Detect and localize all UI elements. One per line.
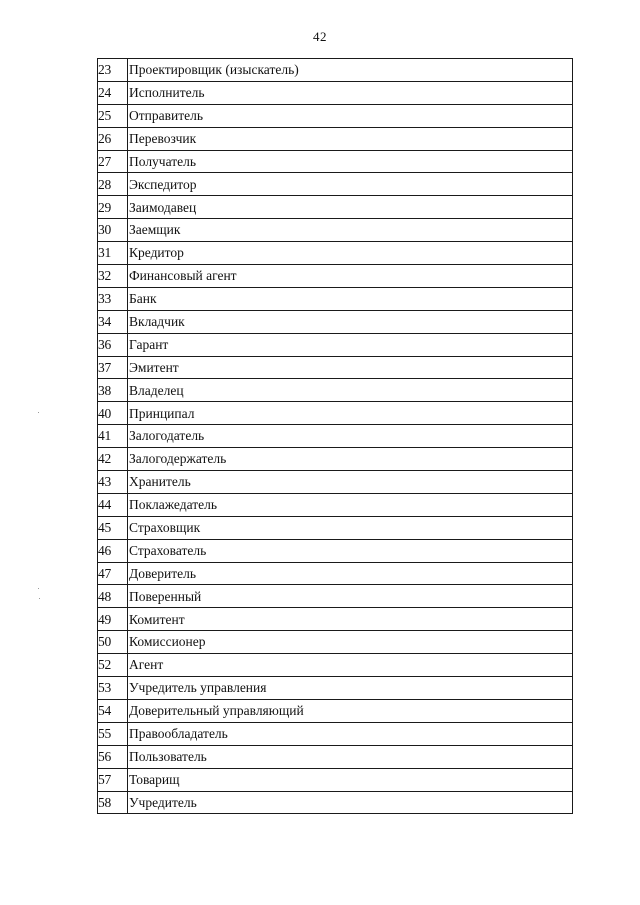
table-row [98,150,573,173]
row-code: 30 [98,219,128,242]
row-name: Поклажедатель [128,493,573,516]
row-code: 57 [98,768,128,791]
table-row [98,631,573,654]
row-code: 41 [98,425,128,448]
row-name: Экспедитор [128,173,573,196]
table-row [98,539,573,562]
row-name: Хранитель [128,471,573,494]
row-name: Залогодатель [128,425,573,448]
row-name: Страховщик [128,516,573,539]
row-code: 31 [98,242,128,265]
row-code: 48 [98,585,128,608]
table-row [98,516,573,539]
row-code: 40 [98,402,128,425]
row-name: Владелец [128,379,573,402]
table-row [98,608,573,631]
row-name: Агент [128,654,573,677]
row-name: Доверительный управляющий [128,699,573,722]
table-row [98,356,573,379]
row-code: 32 [98,265,128,288]
scan-speck [38,588,39,589]
row-code: 49 [98,608,128,631]
table-row [98,425,573,448]
row-code: 36 [98,333,128,356]
row-code: 38 [98,379,128,402]
table-row [98,287,573,310]
table-row [98,471,573,494]
row-name: Финансовый агент [128,265,573,288]
table-row [98,127,573,150]
table-row [98,196,573,219]
row-code: 47 [98,562,128,585]
scan-speck [38,412,39,413]
row-name: Правообладатель [128,722,573,745]
row-code: 24 [98,81,128,104]
row-code: 29 [98,196,128,219]
table-row [98,379,573,402]
table-row [98,242,573,265]
table-row [98,310,573,333]
row-code: 46 [98,539,128,562]
row-code: 42 [98,448,128,471]
row-name: Банк [128,287,573,310]
row-name: Кредитор [128,242,573,265]
row-code: 54 [98,699,128,722]
row-name: Залогодержатель [128,448,573,471]
row-name: Перевозчик [128,127,573,150]
table-row [98,677,573,700]
table-row [98,104,573,127]
table-row [98,768,573,791]
row-code: 52 [98,654,128,677]
row-name: Принципал [128,402,573,425]
table-row [98,402,573,425]
row-code: 26 [98,127,128,150]
table-row [98,562,573,585]
row-code: 45 [98,516,128,539]
scan-speck [39,598,40,599]
row-code: 28 [98,173,128,196]
page-number: 42 [313,29,327,44]
row-name: Гарант [128,333,573,356]
row-code: 37 [98,356,128,379]
row-name: Эмитент [128,356,573,379]
row-name: Исполнитель [128,81,573,104]
row-name: Отправитель [128,104,573,127]
table-row [98,654,573,677]
row-name: Товарищ [128,768,573,791]
row-name: Получатель [128,150,573,173]
row-name: Пользователь [128,745,573,768]
row-name: Проектировщик (изыскатель) [128,59,573,82]
table-row [98,219,573,242]
row-name: Заимодавец [128,196,573,219]
row-name: Учредитель управления [128,677,573,700]
row-code: 50 [98,631,128,654]
row-code: 53 [98,677,128,700]
row-code: 25 [98,104,128,127]
roles-table-body [98,59,573,814]
row-name: Поверенный [128,585,573,608]
table-row [98,493,573,516]
row-name: Комитент [128,608,573,631]
row-code: 58 [98,791,128,814]
table-row [98,585,573,608]
table-row [98,448,573,471]
row-code: 27 [98,150,128,173]
table-row [98,745,573,768]
row-name: Страхователь [128,539,573,562]
row-name: Доверитель [128,562,573,585]
row-code: 33 [98,287,128,310]
row-code: 43 [98,471,128,494]
row-code: 55 [98,722,128,745]
row-code: 23 [98,59,128,82]
table-row [98,791,573,814]
roles-table [97,58,573,814]
row-name: Вкладчик [128,310,573,333]
row-code: 44 [98,493,128,516]
row-code: 56 [98,745,128,768]
table-row [98,265,573,288]
row-name: Заемщик [128,219,573,242]
table-row [98,59,573,82]
row-name: Комиссионер [128,631,573,654]
table-row [98,722,573,745]
table-row [98,333,573,356]
row-code: 34 [98,310,128,333]
table-row [98,81,573,104]
table-row [98,173,573,196]
row-name: Учредитель [128,791,573,814]
table-row [98,699,573,722]
